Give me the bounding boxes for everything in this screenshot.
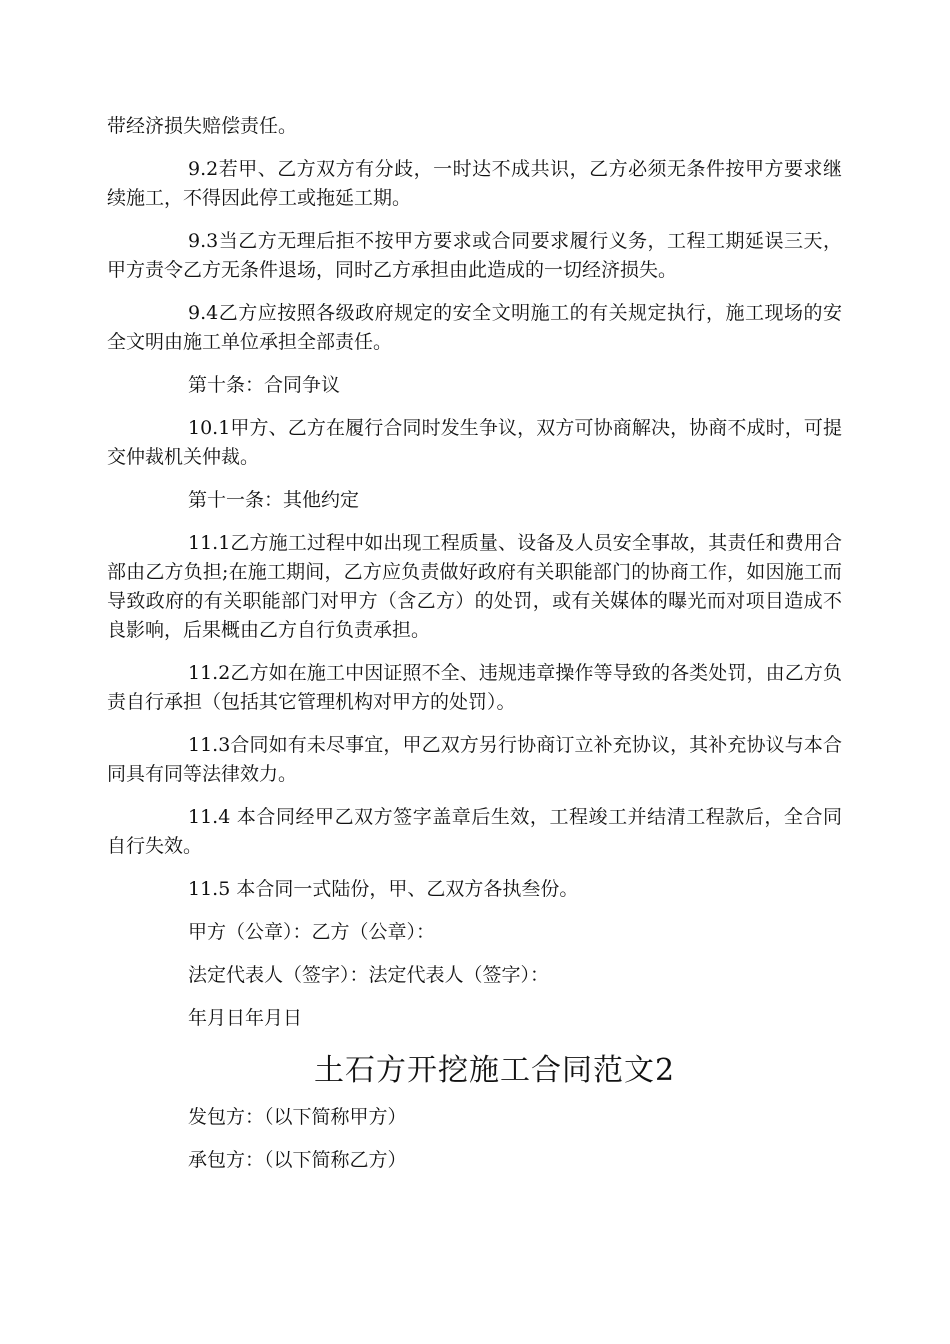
clause-11-5: 11.5 本合同一式陆份，甲、乙双方各执叁份。	[188, 878, 579, 900]
signature-seal-line: 甲方（公章）：乙方（公章）：	[188, 921, 436, 943]
clause-9-3: 9.3当乙方无理后拒不按甲方要求或合同要求履行义务，工程工期延误三天，甲方责令乙方无条件退场，同时乙方承担由此造成的一切经济损失。	[107, 230, 842, 281]
document-page	[107, 112, 842, 1189]
party-a-line: 发包方：（以下简称甲方）	[188, 1106, 407, 1128]
clause-11-1: 11.1乙方施工过程中如出现工程质量、设备及人员安全事故，其责任和费用合部由乙方负担;在施工期间，乙方应负责做好政府有关职能部门的协商工作，如因施工而导致政府的有关职能部门对甲方（含乙方）的处罚，或有关媒体的曝光而对项目造成不良影响，后果概由乙方自行负责承担。	[107, 532, 842, 641]
article-11-heading: 第十一条：其他约定	[188, 489, 360, 511]
clause-11-4: 11.4 本合同经甲乙双方签字盖章后生效，工程竣工并结清工程款后，全合同自行失效。	[107, 806, 842, 857]
article-10-heading: 第十条：合同争议	[188, 374, 341, 396]
signature-representative-line: 法定代表人（签字）：法定代表人（签字）：	[188, 964, 550, 986]
clause-9-2: 9.2若甲、乙方双方有分歧，一时达不成共识，乙方必须无条件按甲方要求继续施工，不得因此停工或拖延工期。	[107, 158, 842, 209]
clause-10-1: 10.1甲方、乙方在履行合同时发生争议，双方可协商解决，协商不成时，可提交仲裁机关仲裁。	[107, 417, 842, 468]
clause-9-4: 9.4乙方应按照各级政府规定的安全文明施工的有关规定执行，施工现场的安全文明由施工单位承担全部责任。	[107, 302, 842, 353]
paragraph-continuation: 带经济损失赔偿责任。	[107, 115, 298, 137]
clause-11-2: 11.2乙方如在施工中因证照不全、违规违章操作等导致的各类处罚，由乙方负责自行承担（包括其它管理机构对甲方的处罚）。	[107, 662, 842, 713]
party-b-line: 承包方：（以下简称乙方）	[188, 1149, 407, 1171]
signature-date-line: 年月日年月日	[188, 1007, 303, 1029]
clause-11-3: 11.3合同如有未尽事宜，甲乙双方另行协商订立补充协议，其补充协议与本合同具有同等法律效力。	[107, 734, 842, 785]
section-title: 土石方开挖施工合同范文2	[313, 1053, 676, 1088]
